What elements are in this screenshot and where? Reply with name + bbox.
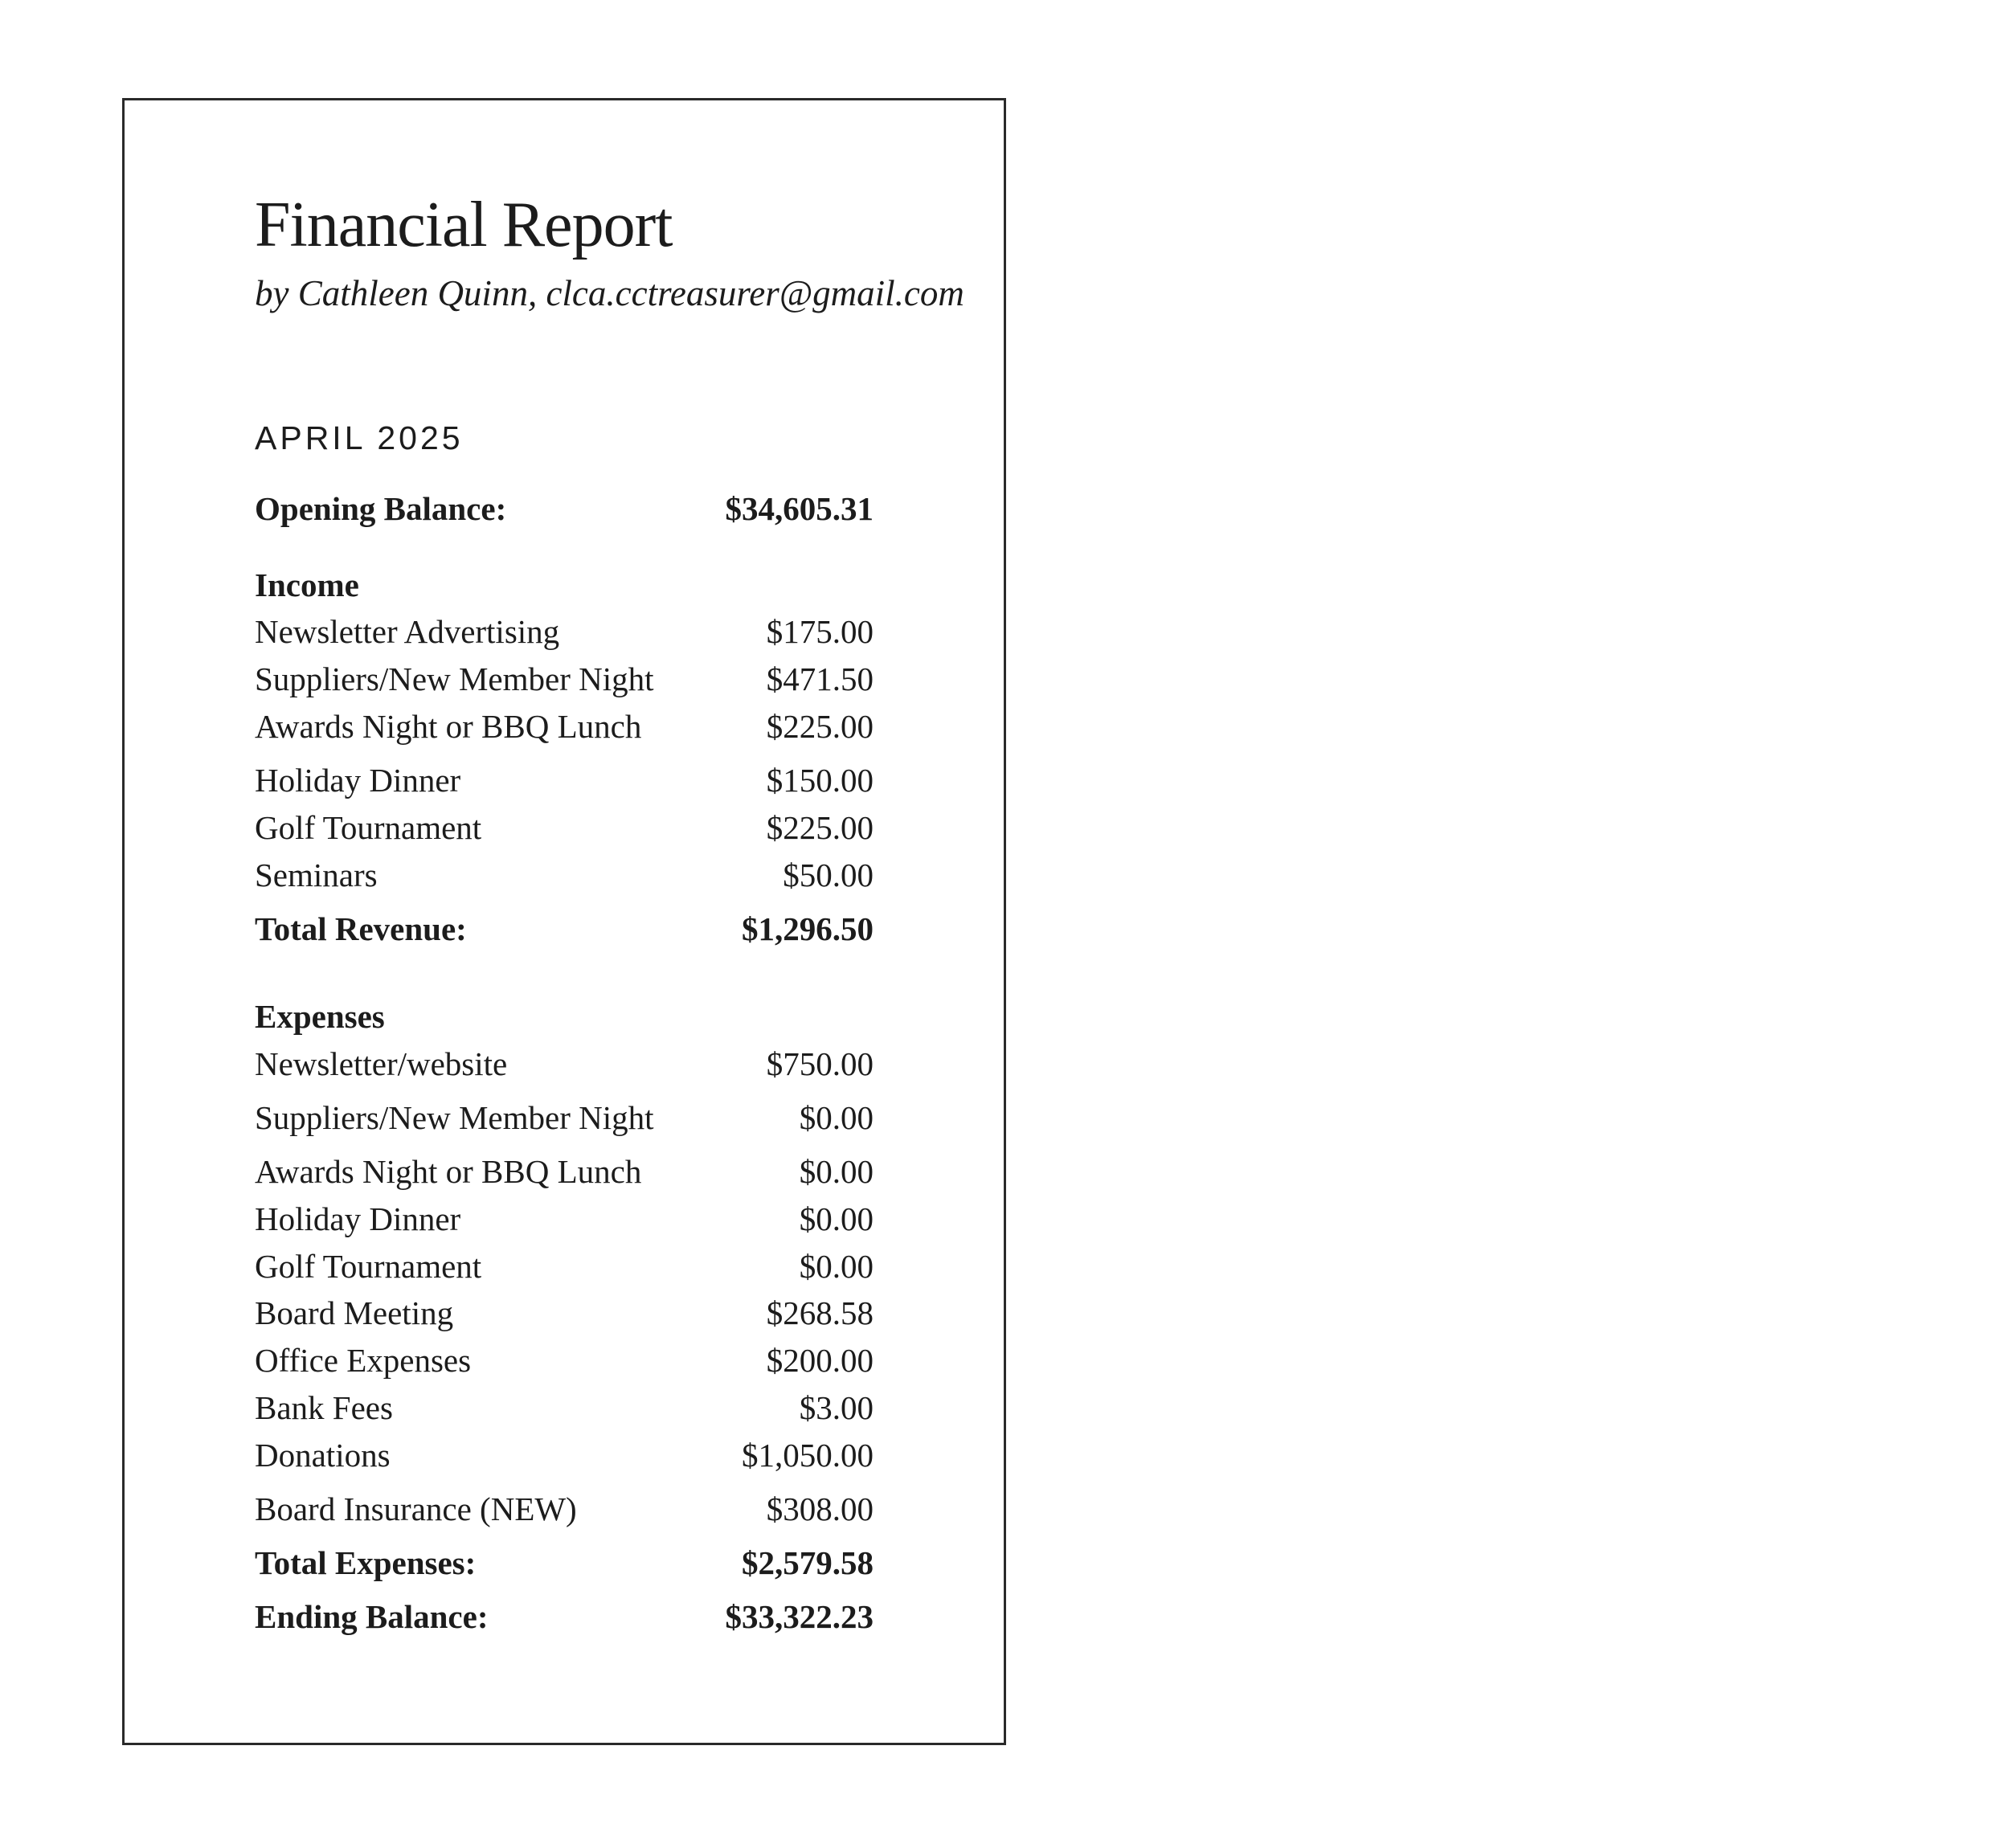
expense-item-label: Donations (255, 1437, 391, 1474)
expense-item-amount: $0.00 (799, 1200, 874, 1237)
opening-balance-label: Opening Balance: (255, 490, 507, 527)
income-item-amount: $175.00 (766, 613, 874, 650)
expense-row (255, 1095, 874, 1140)
expenses-heading: Expenses (255, 998, 385, 1035)
report-byline: by Cathleen Quinn, clca.cctreasurer@gmail.com (255, 273, 964, 313)
expense-item-label: Board Meeting (255, 1294, 454, 1331)
total-revenue-amount: $1,296.50 (742, 910, 874, 947)
expense-item-amount: $0.00 (799, 1099, 874, 1136)
expense-item-label: Newsletter/website (255, 1045, 508, 1082)
expense-item-amount: $268.58 (766, 1294, 874, 1331)
expense-item-label: Office Expenses (255, 1342, 472, 1379)
expense-item-label: Board Insurance (NEW) (255, 1490, 577, 1527)
income-item-amount: $225.00 (766, 809, 874, 846)
income-item-amount: $471.50 (766, 660, 874, 697)
report-title: Financial Report (255, 190, 673, 260)
income-item-label: Golf Tournament (255, 809, 482, 846)
income-item-amount: $225.00 (766, 708, 874, 745)
ending-balance-label: Ending Balance: (255, 1598, 489, 1635)
expense-item-amount: $750.00 (766, 1045, 874, 1082)
expense-item-amount: $0.00 (799, 1153, 874, 1190)
total-revenue-row (255, 906, 874, 951)
income-item-label: Awards Night or BBQ Lunch (255, 708, 642, 745)
expense-item-amount: $200.00 (766, 1342, 874, 1379)
ending-balance-row (255, 1594, 874, 1639)
expense-row (255, 1433, 874, 1478)
expense-row (255, 1385, 874, 1430)
income-item-label: Newsletter Advertising (255, 613, 560, 650)
expense-item-label: Suppliers/New Member Night (255, 1099, 654, 1136)
total-expenses-row (255, 1540, 874, 1585)
expense-row (255, 1149, 874, 1194)
expense-item-label: Holiday Dinner (255, 1200, 461, 1237)
expense-row (255, 1338, 874, 1383)
income-heading: Income (255, 566, 359, 603)
expense-item-amount: $3.00 (799, 1389, 874, 1426)
expense-row (255, 1486, 874, 1531)
income-item-amount: $150.00 (766, 762, 874, 799)
expense-item-label: Golf Tournament (255, 1248, 482, 1285)
income-item-label: Suppliers/New Member Night (255, 660, 654, 697)
total-revenue-label: Total Revenue: (255, 910, 467, 947)
income-row (255, 704, 874, 749)
income-row (255, 656, 874, 701)
ending-balance-amount: $33,322.23 (725, 1598, 874, 1635)
income-item-label: Holiday Dinner (255, 762, 461, 799)
financial-report-box (122, 98, 1006, 1745)
income-row (255, 758, 874, 803)
report-period: APRIL 2025 (255, 419, 464, 456)
income-row (255, 609, 874, 654)
total-expenses-amount: $2,579.58 (742, 1544, 874, 1581)
expense-item-label: Bank Fees (255, 1389, 393, 1426)
income-item-label: Seminars (255, 857, 378, 893)
income-item-amount: $50.00 (783, 857, 874, 893)
expense-row (255, 1196, 874, 1241)
expense-item-amount: $0.00 (799, 1248, 874, 1285)
expense-row (255, 1041, 874, 1086)
expense-item-label: Awards Night or BBQ Lunch (255, 1153, 642, 1190)
expense-item-amount: $308.00 (766, 1490, 874, 1527)
income-row (255, 805, 874, 850)
opening-balance-row (255, 486, 874, 531)
total-expenses-label: Total Expenses: (255, 1544, 477, 1581)
opening-balance-amount: $34,605.31 (725, 490, 874, 527)
expense-row (255, 1244, 874, 1289)
expense-row (255, 1290, 874, 1335)
income-row (255, 852, 874, 897)
expense-item-amount: $1,050.00 (742, 1437, 874, 1474)
